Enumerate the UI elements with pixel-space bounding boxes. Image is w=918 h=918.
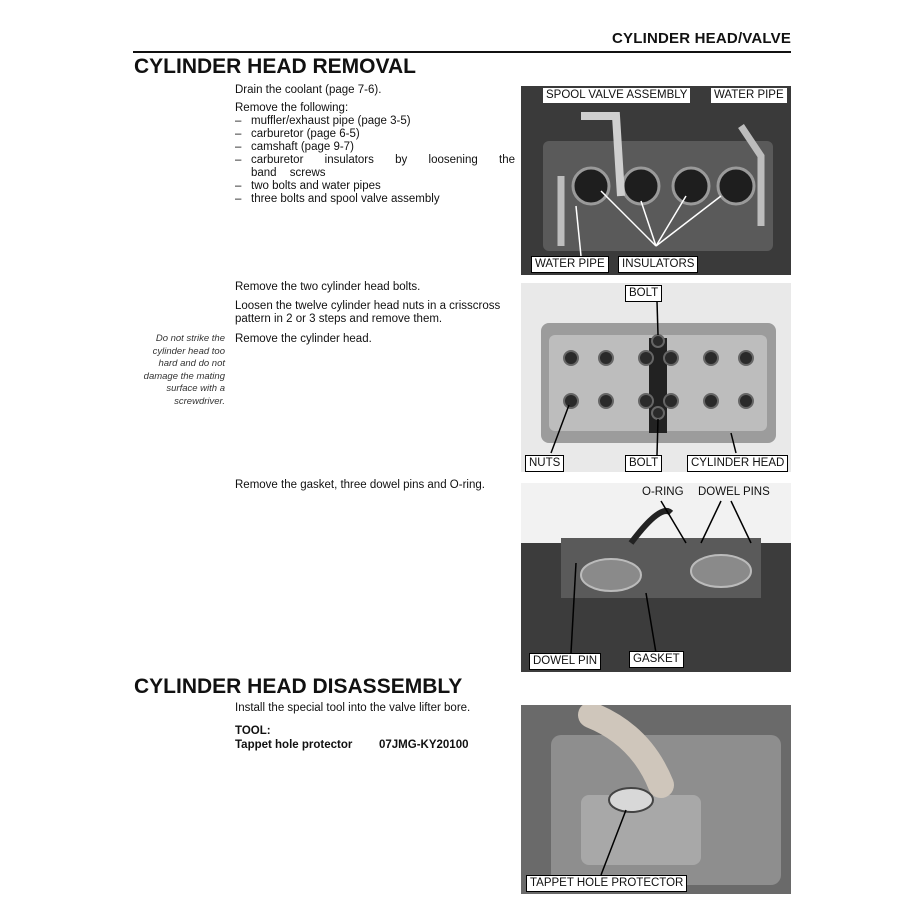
step-remove-gasket: Remove the gasket, three dowel pins and O-ring. xyxy=(235,479,485,491)
removal-title: CYLINDER HEAD REMOVAL xyxy=(134,55,416,78)
label-dowel-pins: DOWEL PINS xyxy=(698,486,770,498)
step-install-tool: Install the special tool into the valve lifter bore. xyxy=(235,702,471,714)
tool-number: 07JMG-KY20100 xyxy=(379,739,469,751)
label-water-pipe-bottom: WATER PIPE xyxy=(531,256,609,273)
removal-list xyxy=(235,115,515,206)
removal-instructions xyxy=(235,84,515,206)
label-dowel-pin: DOWEL PIN xyxy=(529,653,601,670)
list-item: – three bolts and spool valve assembly xyxy=(235,193,515,206)
engine-block-illustration xyxy=(521,483,791,672)
label-tappet-hole-protector: TAPPET HOLE PROTECTOR xyxy=(526,875,687,892)
list-item: – carburetor (page 6-5) xyxy=(235,128,515,141)
label-cylinder-head: CYLINDER HEAD xyxy=(687,455,788,472)
disassembly-title: CYLINDER HEAD DISASSEMBLY xyxy=(134,675,463,698)
label-insulators: INSULATORS xyxy=(618,256,698,273)
step-remove-bolts: Remove the two cylinder head bolts. xyxy=(235,281,421,293)
caution-note: Do not strike the cylinder head too hard and do not damage the mating surface with a screwdriver. xyxy=(143,333,225,407)
label-gasket: GASKET xyxy=(629,651,684,668)
step-remove-head: Remove the cylinder head. xyxy=(235,333,372,345)
step-drain-coolant: Drain the coolant (page 7-6). xyxy=(235,84,382,96)
cylinder-head-illustration xyxy=(521,283,791,472)
tool-heading: TOOL: xyxy=(235,725,271,737)
step-loosen-nuts: Loosen the twelve cylinder head nuts in a crisscross pattern in 2 or 3 steps and remove them. xyxy=(235,300,501,325)
tool-name: Tappet hole protector xyxy=(235,739,353,751)
list-item: – carburetor insulators by loosening the band screws xyxy=(235,154,515,180)
list-item: – camshaft (page 9-7) xyxy=(235,141,515,154)
list-item: – muffler/exhaust pipe (page 3-5) xyxy=(235,115,515,128)
label-water-pipe-top: WATER PIPE xyxy=(711,88,787,103)
label-nuts: NUTS xyxy=(525,455,564,472)
list-item: – two bolts and water pipes xyxy=(235,180,515,193)
header-rule xyxy=(133,51,791,53)
photo-tappet-protector xyxy=(521,705,791,894)
label-bolt-top: BOLT xyxy=(625,285,662,302)
photo-cylinder-head-nuts xyxy=(521,283,791,472)
section-header: CYLINDER HEAD/VALVE xyxy=(612,30,792,47)
tappet-illustration xyxy=(521,705,791,894)
photo-gasket-dowel-pins xyxy=(521,483,791,672)
engine-top-illustration xyxy=(521,86,791,275)
photo-spool-valve xyxy=(521,86,791,275)
label-o-ring: O-RING xyxy=(642,486,684,498)
step-remove-following: Remove the following: xyxy=(235,102,349,114)
label-bolt-bottom: BOLT xyxy=(625,455,662,472)
label-spool-valve-assembly: SPOOL VALVE ASSEMBLY xyxy=(543,88,690,103)
